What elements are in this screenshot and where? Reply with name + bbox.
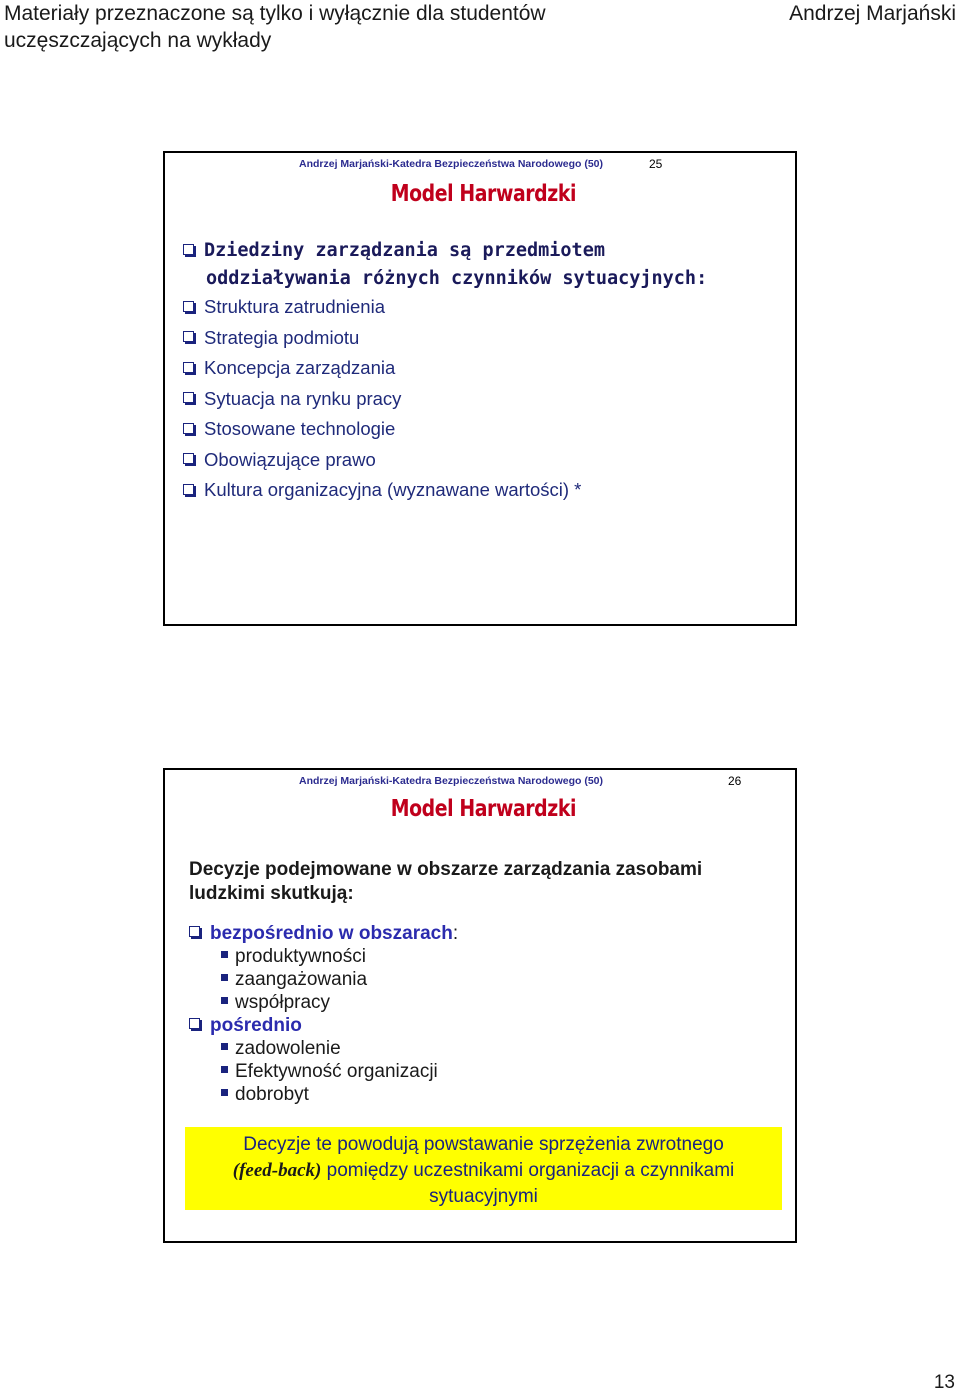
square-bullet-icon <box>221 1066 228 1073</box>
list-item-label: produktywności <box>235 946 366 967</box>
list-item <box>183 353 581 384</box>
header-left <box>4 0 546 54</box>
direct-label: bezpośrednio w obszarach <box>210 923 453 944</box>
list-item-label: zaangażowania <box>235 969 368 990</box>
list-item-label: zadowolenie <box>235 1038 341 1059</box>
list-item <box>183 323 581 354</box>
header-line-1: Materiały przeznaczone są tylko i wyłącznie dla studentów <box>4 2 546 25</box>
list-item <box>189 1083 458 1106</box>
header-line-2: uczęszczających na wykłady <box>4 29 272 52</box>
indirect-label: pośrednio <box>210 1015 302 1036</box>
slide-lead: Decyzje podejmowane w obszarze zarządzania zasobami ludzkimi skutkują: <box>189 859 703 904</box>
slide-number: 26 <box>728 774 742 788</box>
square-bullet-icon <box>221 1089 228 1096</box>
list-item-label: Sytuacja na rynku pracy <box>204 387 402 409</box>
slide-title: Model Harwardzki <box>390 181 577 207</box>
list-item <box>189 991 458 1014</box>
list-item-label: Obowiązujące prawo <box>204 448 376 470</box>
list-item-indirect <box>189 1014 458 1037</box>
slide-26 <box>163 768 797 1243</box>
factor-list <box>183 292 581 506</box>
slide-title: Model Harwardzki <box>390 796 577 822</box>
list-item-label: Stosowane technologie <box>204 418 396 439</box>
callout-feedback-term: (feed-back) <box>232 1160 322 1181</box>
page-header <box>0 0 960 60</box>
list-item <box>189 945 458 968</box>
list-item <box>183 384 581 415</box>
list-item-label: Efektywność organizacji <box>235 1061 438 1082</box>
feedback-callout <box>185 1127 782 1210</box>
list-item <box>183 414 581 445</box>
checkbox-bullet-icon <box>183 484 194 495</box>
list-item <box>183 292 581 323</box>
page-number: 13 <box>933 1372 955 1393</box>
callout-text-2: pomiędzy uczestnikami organizacji a czynnikami sytuacyjnymi <box>321 1160 735 1207</box>
callout-text-1: Decyzje te powodują powstawanie sprzężenia zwrotnego <box>243 1134 724 1155</box>
checkbox-bullet-icon <box>183 362 194 373</box>
slide-intro <box>183 237 707 293</box>
slide-author: Andrzej Marjański-Katedra Bezpieczeństwa Narodowego (50) <box>299 775 603 787</box>
list-item <box>189 1037 458 1060</box>
square-bullet-icon <box>221 951 228 958</box>
slide-author: Andrzej Marjański-Katedra Bezpieczeństwa Narodowego (50) <box>299 158 603 170</box>
list-item-label: Struktura zatrudnienia <box>204 296 385 317</box>
list-item <box>189 968 458 991</box>
checkbox-bullet-icon <box>183 392 194 403</box>
slide-25 <box>163 151 797 626</box>
list-item <box>189 1060 458 1083</box>
checkbox-bullet-icon <box>183 331 194 342</box>
list-item <box>183 475 581 506</box>
effects-list <box>189 922 458 1106</box>
direct-colon: : <box>452 923 459 944</box>
checkbox-bullet-icon <box>183 453 194 464</box>
header-author: Andrzej Marjański <box>789 2 956 25</box>
intro-line-2: oddziaływania różnych czynników sytuacyjnych: <box>206 268 708 289</box>
list-item-direct <box>189 922 458 945</box>
list-item-label: współpracy <box>235 992 331 1013</box>
list-item <box>183 445 581 476</box>
square-bullet-icon <box>221 974 228 981</box>
square-bullet-icon <box>221 1043 228 1050</box>
list-item-label: Koncepcja zarządzania <box>204 357 396 378</box>
list-item-label: Kultura organizacyjna (wyznawane wartości) * <box>204 479 582 500</box>
intro-line-1: Dziedziny zarządzania są przedmiotem <box>204 240 605 261</box>
checkbox-bullet-icon <box>189 1018 200 1029</box>
checkbox-bullet-icon <box>183 244 194 255</box>
list-item-label: Strategia podmiotu <box>204 326 360 348</box>
square-bullet-icon <box>221 997 228 1004</box>
list-item-label: dobrobyt <box>235 1084 309 1105</box>
slide-number: 25 <box>649 157 663 171</box>
checkbox-bullet-icon <box>189 926 200 937</box>
checkbox-bullet-icon <box>183 301 194 312</box>
checkbox-bullet-icon <box>183 423 194 434</box>
